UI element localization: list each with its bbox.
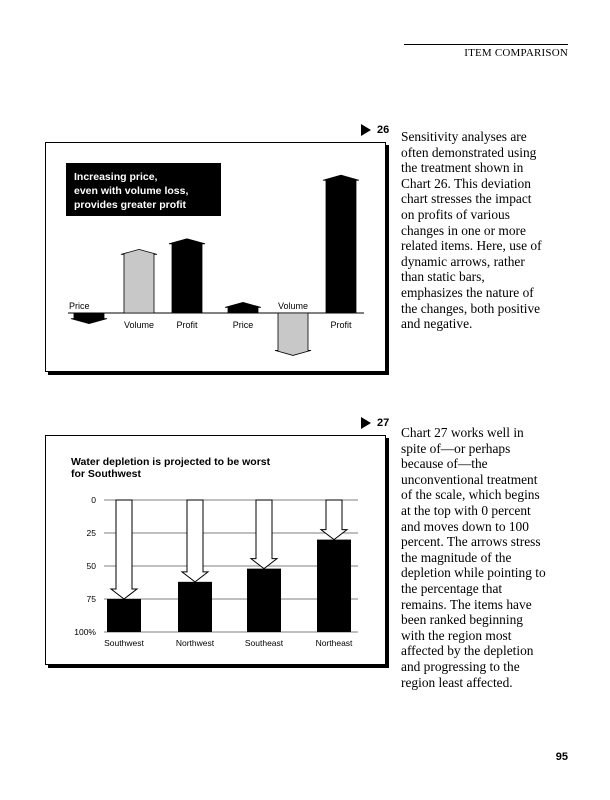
depletion-arrow-northeast [321,500,347,540]
chart-26-text-line: Sensitivity analyses are [401,129,527,144]
chart-27-title: Water depletion is projected to be worst [71,456,271,468]
chart-26-number-label: 26 [377,124,390,136]
chart-27-text-line: and progressing to the [401,658,520,674]
chart-27-text-line: unconventional treatment [401,471,538,487]
callout-text: Increasing price, [74,171,158,183]
y-tick-label: 100% [74,627,96,637]
y-tick-label: 75 [86,594,96,604]
deviation-arrow-price [225,302,261,313]
chart-27-text-line: percent. The arrows stress [401,534,541,550]
chart-27-svg [46,436,385,664]
chart-26-text-line: changes in one or more [401,222,526,238]
pointer-triangle-icon [361,124,371,136]
chart-27-text-line: of the scale, which begins [401,487,540,503]
chart-27-text-line: Chart 27 works well in [401,425,524,440]
y-tick-label: 25 [86,528,96,538]
depletion-arrow-northwest [182,500,208,582]
chart-26-text-line: emphasizes the nature of [401,284,534,300]
chart-26-svg [46,143,385,371]
chart-26-description [401,129,581,332]
chart-27-text-line: remains. The items have [401,596,532,612]
remaining-bar-northeast [317,540,351,632]
category-label-price: Price [69,301,90,311]
y-tick-label: 0 [91,495,96,505]
chart-27-text-line: been ranked beginning [401,612,523,628]
category-label-profit: Profit [330,320,352,330]
chart-27-text-line: spite of—or perhaps [401,440,511,456]
chart-26-text-line: the changes, both positive [401,300,541,316]
chart-26-text-line: and negative. [401,316,473,332]
category-label-price: Price [232,320,254,330]
chart-27-panel [45,435,386,665]
deviation-arrow-volume [275,313,311,355]
chart-27-text-line: affected by the depletion [401,643,534,659]
depletion-arrow-southeast [251,500,277,569]
category-label: Southwest [104,638,144,648]
category-label-volume: Volume [277,301,309,311]
chart-27-number-label: 27 [377,417,390,429]
header-rule [404,44,568,45]
depletion-arrow-southwest [111,500,137,599]
deviation-arrow-profit [323,175,359,313]
chart-26-text-line: on profits of various [401,206,510,222]
chart-26-text-line: related items. Here, use of [401,238,542,254]
y-tick-label: 50 [86,561,96,571]
callout-text: even with volume loss, [74,185,189,197]
chart-27-number [361,417,389,429]
callout-text: provides greater profit [74,199,187,211]
chart-27-text-line: because of—the [401,456,488,472]
chart-27-text-line: with the region most [401,627,512,643]
chart-26-text-line: dynamic arrows, rather [401,253,525,269]
category-label-profit: Profit [176,320,198,330]
deviation-arrow-price [71,313,107,324]
running-header: ITEM COMPARISON [464,47,568,59]
deviation-arrow-volume [121,249,157,313]
category-label-volume: Volume [123,320,155,330]
category-label: Northwest [175,638,215,648]
chart-27-description [401,425,581,690]
chart-27-text-line: region least affected. [401,674,513,690]
chart-26-text-line: often demonstrated using [401,144,537,160]
page-number: 95 [555,751,568,763]
chart-27-title: for Southwest [71,468,141,480]
remaining-bar-southwest [107,599,141,632]
chart-26-text-line: Chart 26. This deviation [401,175,531,191]
remaining-bar-northwest [178,582,212,632]
chart-27-text-line: and moves down to 100 [401,518,529,534]
remaining-bar-southeast [247,569,281,632]
chart-26-panel [45,142,386,372]
chart-26-text-line: than static bars, [401,269,485,285]
chart-27-text-line: at the top with 0 percent [401,502,531,518]
category-label: Southeast [244,638,284,648]
chart-27-text-line: depletion while pointing to [401,565,546,581]
chart-27-text-line: the magnitude of the [401,549,512,565]
chart-27-text-line: the percentage that [401,580,503,596]
pointer-triangle-icon [361,417,371,429]
chart-26-text-line: the treatment shown in [401,160,524,176]
chart-26-number [361,124,389,136]
deviation-arrow-profit [169,239,205,313]
category-label: Northeast [315,638,353,648]
chart-26-text-line: chart stresses the impact [401,191,532,207]
